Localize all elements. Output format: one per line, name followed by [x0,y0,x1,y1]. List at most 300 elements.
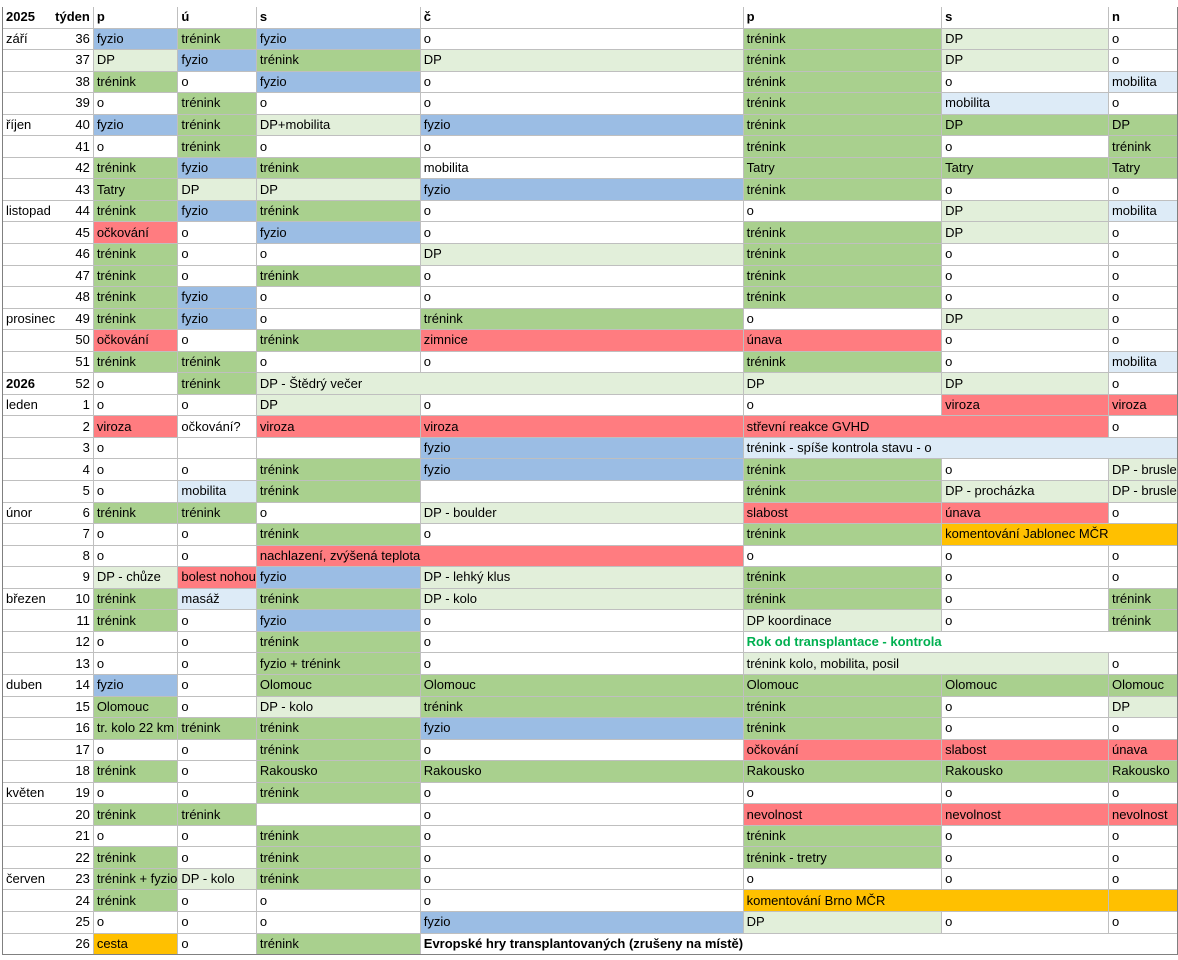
month-label[interactable] [3,222,56,244]
week-number[interactable]: 5 [55,481,93,503]
day-cell[interactable]: Olomouc [1108,674,1177,696]
day-cell[interactable]: o [743,308,942,330]
day-cell[interactable]: trénink [256,782,420,804]
day-cell[interactable]: trénink [420,696,743,718]
day-cell[interactable]: o [420,265,743,287]
day-cell[interactable]: o [420,394,743,416]
day-cell[interactable]: o [420,782,743,804]
week-number[interactable]: 16 [55,718,93,740]
day-cell[interactable]: o [1108,782,1177,804]
day-cell[interactable]: o [942,71,1109,93]
day-cell[interactable]: o [1108,545,1177,567]
day-cell[interactable]: trénink [93,244,178,266]
month-label[interactable] [3,50,56,72]
day-cell[interactable]: fyzio [256,222,420,244]
day-cell[interactable]: nevolnost [942,804,1109,826]
day-cell[interactable]: DP [942,308,1109,330]
day-cell[interactable]: trénink [256,524,420,546]
month-label[interactable]: leden [3,394,56,416]
day-cell[interactable]: o [93,739,178,761]
day-cell[interactable]: trénink [256,459,420,481]
day-cell[interactable]: Rakousko [743,761,942,783]
day-cell[interactable]: trénink [178,718,256,740]
day-cell[interactable]: o [743,200,942,222]
day-cell[interactable]: trénink [93,761,178,783]
day-cell[interactable]: DP koordinace [743,610,942,632]
day-cell[interactable]: trénink [743,481,942,503]
week-number[interactable]: 13 [55,653,93,675]
day-cell[interactable]: DP - kolo [178,868,256,890]
day-cell[interactable]: o [420,653,743,675]
day-cell[interactable]: o [420,631,743,653]
day-cell[interactable]: DP [743,911,942,933]
month-label[interactable] [3,244,56,266]
day-cell[interactable]: o [420,136,743,158]
day-cell[interactable]: o [1108,718,1177,740]
day-cell[interactable]: o [942,179,1109,201]
day-cell[interactable]: trénink [93,588,178,610]
day-cell[interactable]: o [256,890,420,912]
day-cell[interactable]: viroza [942,394,1109,416]
week-number[interactable]: 52 [55,373,93,395]
day-cell[interactable]: o [93,93,178,115]
day-cell[interactable]: masáž [178,588,256,610]
day-cell[interactable]: trénink [256,50,420,72]
day-cell[interactable]: DP - brusle [1108,459,1177,481]
day-cell[interactable]: DP [743,373,942,395]
month-label[interactable] [3,157,56,179]
day-cell[interactable]: fyzio + trénink [256,653,420,675]
day-cell[interactable] [1108,890,1177,912]
month-label[interactable]: březen [3,588,56,610]
day-cell[interactable]: trénink [743,524,942,546]
day-cell[interactable]: fyzio [178,308,256,330]
day-cell[interactable]: o [178,394,256,416]
day-cell[interactable]: Olomouc [256,674,420,696]
week-number[interactable]: 7 [55,524,93,546]
day-cell[interactable]: nachlazení, zvýšená teplota [256,545,420,567]
day-cell[interactable]: o [256,308,420,330]
day-cell[interactable]: trénink [93,308,178,330]
day-cell[interactable]: trénink [256,718,420,740]
day-cell[interactable]: komentování Jablonec MČR [942,524,1109,546]
day-cell[interactable]: o [93,459,178,481]
day-cell[interactable]: o [178,739,256,761]
day-cell[interactable]: trénink [743,93,942,115]
month-label[interactable] [3,567,56,589]
day-cell[interactable]: fyzio [420,179,743,201]
week-number[interactable]: 22 [55,847,93,869]
day-cell[interactable]: střevní reakce GVHD [743,416,942,438]
day-cell[interactable]: Tatry [743,157,942,179]
day-cell-overflow[interactable] [942,890,1109,912]
day-cell[interactable]: nevolnost [743,804,942,826]
week-number[interactable]: 4 [55,459,93,481]
day-cell[interactable]: trénink [256,481,420,503]
day-cell[interactable]: o [178,890,256,912]
day-cell[interactable]: DP [93,50,178,72]
day-cell[interactable]: o [942,718,1109,740]
day-cell[interactable]: fyzio [178,50,256,72]
day-cell[interactable]: trénink [420,308,743,330]
day-cell[interactable]: DP [942,373,1109,395]
week-number[interactable]: 2 [55,416,93,438]
day-header[interactable]: p [743,7,942,28]
day-cell[interactable]: trénink [743,588,942,610]
day-cell[interactable]: trénink [256,739,420,761]
month-label[interactable] [3,481,56,503]
day-cell[interactable]: o [942,868,1109,890]
day-cell[interactable]: trénink [1108,610,1177,632]
month-label[interactable] [3,265,56,287]
day-cell[interactable]: o [178,265,256,287]
day-cell-overflow[interactable] [942,416,1109,438]
day-cell[interactable]: trénink + fyzio [93,868,178,890]
day-header[interactable]: s [256,7,420,28]
day-cell[interactable]: trénink [743,459,942,481]
month-label[interactable] [3,437,56,459]
month-label[interactable] [3,804,56,826]
day-cell[interactable]: o [1108,28,1177,50]
day-cell[interactable]: mobilita [178,481,256,503]
day-cell[interactable]: o [178,911,256,933]
day-cell[interactable]: o [420,287,743,309]
day-cell[interactable]: trénink [178,114,256,136]
day-cell[interactable]: zimnice [420,330,743,352]
day-cell[interactable]: o [178,330,256,352]
day-cell[interactable] [420,481,743,503]
month-label[interactable] [3,911,56,933]
day-cell[interactable]: o [420,868,743,890]
day-cell[interactable]: očkování [93,330,178,352]
day-cell[interactable]: fyzio [256,610,420,632]
month-label[interactable] [3,890,56,912]
day-cell[interactable]: trénink [743,825,942,847]
month-label[interactable] [3,631,56,653]
day-cell[interactable]: o [178,847,256,869]
month-label[interactable] [3,71,56,93]
day-cell[interactable]: o [256,351,420,373]
day-cell[interactable]: o [942,136,1109,158]
day-cell[interactable] [256,804,420,826]
day-cell[interactable]: o [420,71,743,93]
day-cell[interactable]: o [420,610,743,632]
week-header[interactable]: týden [55,9,90,25]
day-cell[interactable]: Rakousko [942,761,1109,783]
week-number[interactable]: 8 [55,545,93,567]
day-cell[interactable]: o [93,825,178,847]
day-cell-overflow[interactable] [942,631,1109,653]
day-cell[interactable]: očkování [93,222,178,244]
day-cell[interactable]: o [93,653,178,675]
day-cell[interactable]: o [93,545,178,567]
day-cell[interactable]: Tatry [942,157,1109,179]
month-label[interactable]: prosinec [3,308,56,330]
day-cell[interactable]: o [178,631,256,653]
week-number[interactable]: 12 [55,631,93,653]
month-label[interactable]: září [3,28,56,50]
day-cell[interactable]: o [178,222,256,244]
month-label[interactable] [3,459,56,481]
day-cell[interactable]: DP [1108,114,1177,136]
week-number[interactable]: 37 [55,50,93,72]
day-cell[interactable]: trénink [743,718,942,740]
day-cell[interactable]: o [1108,265,1177,287]
day-cell[interactable]: viroza [1108,394,1177,416]
day-cell[interactable]: o [420,804,743,826]
day-cell[interactable]: DP [942,200,1109,222]
day-cell[interactable]: trénink [93,890,178,912]
week-number[interactable]: 18 [55,761,93,783]
week-number[interactable]: 40 [55,114,93,136]
day-cell[interactable]: o [420,200,743,222]
month-label[interactable] [3,330,56,352]
day-cell[interactable]: Tatry [93,179,178,201]
day-cell[interactable]: trénink [1108,136,1177,158]
day-cell[interactable]: o [1108,93,1177,115]
day-cell[interactable]: o [420,739,743,761]
day-cell[interactable]: o [942,911,1109,933]
day-cell[interactable]: DP - procházka [942,481,1109,503]
week-number[interactable]: 11 [55,610,93,632]
week-number[interactable]: 26 [55,933,93,955]
day-cell[interactable]: trénink kolo, mobilita, posil [743,653,942,675]
day-cell[interactable]: o [178,244,256,266]
day-cell[interactable]: fyzio [93,114,178,136]
day-cell[interactable]: trénink - tretry [743,847,942,869]
week-number[interactable]: 49 [55,308,93,330]
day-cell[interactable]: DP - brusle [1108,481,1177,503]
month-label[interactable] [3,610,56,632]
day-cell[interactable]: očkování? [178,416,256,438]
month-label[interactable]: 2026 [3,373,56,395]
day-cell[interactable]: o [93,136,178,158]
day-cell[interactable]: trénink [743,28,942,50]
month-label[interactable]: červen [3,868,56,890]
day-cell[interactable]: o [178,696,256,718]
day-cell[interactable]: o [178,459,256,481]
day-cell[interactable]: o [743,545,942,567]
day-cell[interactable]: o [256,93,420,115]
day-cell[interactable]: Olomouc [420,674,743,696]
day-cell[interactable]: trénink [743,567,942,589]
week-number[interactable]: 15 [55,696,93,718]
day-cell[interactable]: trénink [256,631,420,653]
day-cell[interactable]: mobilita [942,93,1109,115]
day-cell[interactable]: Olomouc [93,696,178,718]
day-cell[interactable]: o [942,459,1109,481]
week-number[interactable]: 1 [55,394,93,416]
day-cell[interactable]: trénink [743,265,942,287]
day-cell[interactable]: trénink [178,28,256,50]
day-cell[interactable]: trénink [743,244,942,266]
month-label[interactable]: listopad [3,200,56,222]
day-cell[interactable]: viroza [256,416,420,438]
day-cell[interactable]: o [942,825,1109,847]
day-cell[interactable]: trénink [93,804,178,826]
day-cell[interactable]: fyzio [256,28,420,50]
day-cell[interactable]: trénink [93,265,178,287]
day-cell[interactable]: o [942,567,1109,589]
day-cell[interactable]: bolest nohou [178,567,256,589]
day-cell[interactable]: o [743,394,942,416]
day-cell[interactable]: o [942,330,1109,352]
week-number[interactable]: 38 [55,71,93,93]
day-header[interactable]: n [1108,7,1177,28]
month-label[interactable] [3,287,56,309]
day-cell[interactable]: trénink [178,351,256,373]
month-label[interactable] [3,933,56,955]
day-cell[interactable]: o [420,890,743,912]
day-cell[interactable]: o [1108,308,1177,330]
month-label[interactable] [3,653,56,675]
day-cell[interactable]: fyzio [178,157,256,179]
day-cell[interactable]: trénink [256,330,420,352]
day-cell[interactable]: únava [942,502,1109,524]
month-label[interactable] [3,696,56,718]
day-cell[interactable]: trénink [256,868,420,890]
day-cell[interactable]: o [942,588,1109,610]
day-header[interactable]: ú [178,7,256,28]
day-cell[interactable]: trénink [93,287,178,309]
day-cell[interactable]: o [1108,502,1177,524]
day-cell[interactable]: únava [1108,739,1177,761]
day-cell[interactable]: trénink [256,933,420,955]
week-number[interactable]: 6 [55,502,93,524]
month-label[interactable] [3,93,56,115]
day-cell[interactable]: DP [942,222,1109,244]
day-cell[interactable]: DP [942,28,1109,50]
week-number[interactable]: 24 [55,890,93,912]
month-label[interactable]: květen [3,782,56,804]
week-number[interactable]: 43 [55,179,93,201]
week-number[interactable]: 9 [55,567,93,589]
week-number[interactable]: 14 [55,674,93,696]
day-cell[interactable]: DP [1108,696,1177,718]
day-cell[interactable]: o [178,545,256,567]
day-cell[interactable]: o [942,782,1109,804]
day-cell[interactable]: o [420,825,743,847]
day-cell[interactable]: o [178,524,256,546]
year-header[interactable]: 2025 [3,7,56,28]
day-cell[interactable]: DP - Štědrý večer [256,373,420,395]
day-cell[interactable]: o [420,93,743,115]
day-cell[interactable]: DP - boulder [420,502,743,524]
day-cell[interactable]: o [1108,287,1177,309]
day-cell[interactable]: mobilita [1108,71,1177,93]
day-cell[interactable]: trénink [256,588,420,610]
day-cell[interactable]: DP [942,114,1109,136]
day-cell[interactable]: o [942,287,1109,309]
day-cell[interactable]: komentování Brno MČR [743,890,942,912]
day-cell[interactable]: o [178,674,256,696]
day-cell[interactable]: o [942,545,1109,567]
day-cell[interactable]: Evropské hry transplantovaných (zrušeny na místě) [420,933,743,955]
day-cell[interactable]: trénink [178,804,256,826]
day-cell[interactable]: o [93,782,178,804]
week-number[interactable]: 42 [55,157,93,179]
day-cell-overflow[interactable] [420,373,743,395]
day-cell[interactable] [178,437,256,459]
day-cell[interactable]: trénink [1108,588,1177,610]
day-cell[interactable]: fyzio [93,28,178,50]
day-cell[interactable]: o [256,244,420,266]
day-cell[interactable]: trénink [256,265,420,287]
day-cell[interactable]: o [93,394,178,416]
month-label[interactable]: duben [3,674,56,696]
day-cell[interactable]: fyzio [256,71,420,93]
week-number[interactable]: 41 [55,136,93,158]
day-cell[interactable]: DP [178,179,256,201]
day-cell[interactable]: trénink [178,136,256,158]
month-label[interactable]: říjen [3,114,56,136]
day-cell[interactable]: fyzio [178,287,256,309]
week-number[interactable]: 21 [55,825,93,847]
month-label[interactable] [3,416,56,438]
day-cell[interactable]: Rakousko [1108,761,1177,783]
day-cell-overflow[interactable] [743,933,942,955]
week-number[interactable]: 20 [55,804,93,826]
day-cell[interactable]: o [93,481,178,503]
day-cell[interactable]: Rok od transplantace - kontrola [743,631,942,653]
day-cell[interactable] [256,437,420,459]
week-number[interactable]: 39 [55,93,93,115]
day-cell[interactable]: o [93,631,178,653]
day-cell[interactable]: trénink [93,502,178,524]
day-cell[interactable]: o [1108,825,1177,847]
day-cell[interactable]: o [942,610,1109,632]
day-cell[interactable]: o [1108,847,1177,869]
month-label[interactable] [3,847,56,869]
day-cell[interactable]: trénink [256,847,420,869]
month-label[interactable] [3,718,56,740]
day-cell[interactable]: o [420,847,743,869]
day-cell[interactable]: trénink [93,351,178,373]
day-cell[interactable]: o [942,244,1109,266]
month-label[interactable] [3,761,56,783]
day-cell[interactable]: o [178,782,256,804]
day-cell[interactable]: viroza [420,416,743,438]
day-cell[interactable]: fyzio [420,459,743,481]
day-cell[interactable]: očkování [743,739,942,761]
month-label[interactable]: únor [3,502,56,524]
day-cell[interactable]: DP [256,179,420,201]
day-cell[interactable]: o [1108,416,1177,438]
day-cell[interactable]: fyzio [178,200,256,222]
week-number[interactable]: 45 [55,222,93,244]
day-cell[interactable]: fyzio [420,114,743,136]
day-cell[interactable]: fyzio [420,437,743,459]
week-number[interactable]: 46 [55,244,93,266]
day-cell[interactable]: o [420,222,743,244]
month-label[interactable] [3,179,56,201]
day-cell[interactable]: trénink [93,610,178,632]
day-cell[interactable]: trénink [93,847,178,869]
month-label[interactable] [3,825,56,847]
day-cell[interactable]: trénink [93,200,178,222]
day-cell[interactable]: o [1108,50,1177,72]
day-cell-overflow[interactable] [942,437,1109,459]
day-cell[interactable]: trénink [93,157,178,179]
day-cell[interactable]: trénink [743,287,942,309]
day-cell[interactable]: Rakousko [256,761,420,783]
day-cell[interactable]: fyzio [256,567,420,589]
day-cell[interactable]: trénink [178,93,256,115]
day-cell[interactable]: o [1108,567,1177,589]
week-number[interactable]: 51 [55,351,93,373]
day-cell[interactable]: o [743,868,942,890]
day-cell[interactable]: trénink [743,136,942,158]
